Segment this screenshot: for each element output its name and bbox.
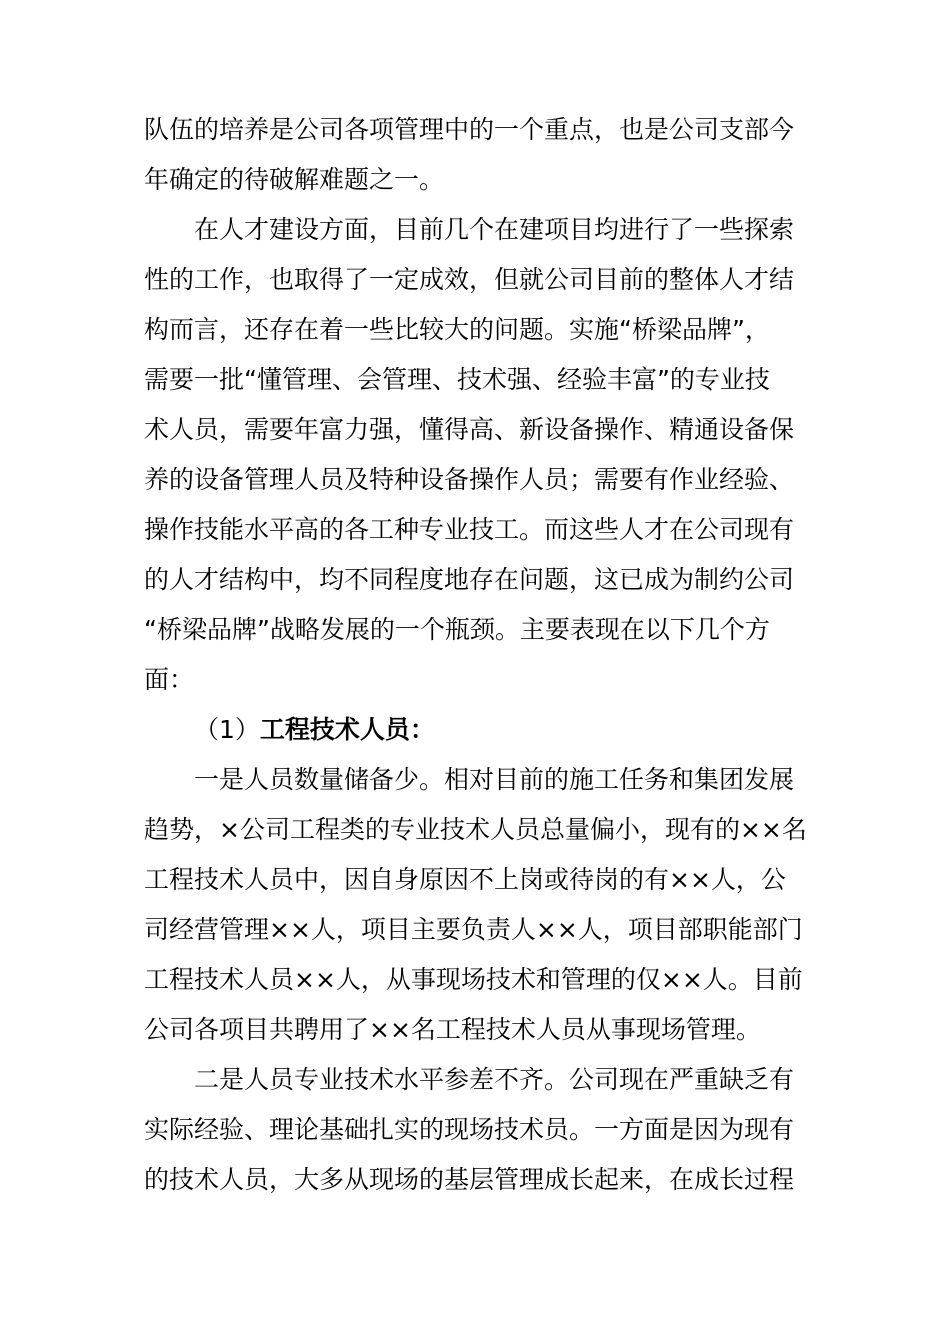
paragraph-line: 在人才建设方面，目前几个在建项目均进行了一些探索: [194, 215, 795, 244]
paragraph-line: 工程技术人员××人，从事现场技术和管理的仅××人。目前: [144, 965, 803, 994]
paragraph-line: 趋势，×公司工程类的专业技术人员总量偏小，现有的××名: [144, 815, 807, 844]
paragraph-line: 年确定的待破解难题之一。: [144, 165, 445, 194]
paragraph-line: 构而言，还存在着一些比较大的问题。实施“桥梁品牌”，: [144, 315, 770, 344]
paragraph-line: 工程技术人员中，因自身原因不上岗或待岗的有××人，公: [144, 865, 786, 894]
section-number: （1）: [194, 715, 260, 744]
paragraph-line: 性的工作，也取得了一定成效，但就公司目前的整体人才结: [144, 265, 795, 294]
paragraph-line: 二是人员专业技术水平参差不齐。公司现在严重缺乏有: [194, 1065, 795, 1094]
section-title: 工程技术人员：: [259, 715, 435, 744]
section-heading: [194, 712, 874, 748]
paragraph-line: 实际经验、理论基础扎实的现场技术员。一方面是因为现有: [144, 1115, 795, 1144]
paragraph-line: 面：: [144, 665, 195, 694]
paragraph-line: 司经营管理××人，项目主要负责人××人，项目部职能部门: [144, 915, 803, 944]
paragraph-line: 操作技能水平高的各工种专业技工。而这些人才在公司现有: [144, 515, 795, 544]
paragraph-line: 的技术人员，大多从现场的基层管理成长起来，在成长过程: [144, 1165, 795, 1194]
paragraph-line: 养的设备管理人员及特种设备操作人员；需要有作业经验、: [144, 465, 795, 494]
paragraph-line: “桥梁品牌”战略发展的一个瓶颈。主要表现在以下几个方: [144, 615, 770, 644]
paragraph-line: 的人才结构中，均不同程度地存在问题，这已成为制约公司: [144, 565, 795, 594]
paragraph-line: 需要一批“懂管理、会管理、技术强、经验丰富”的专业技: [144, 365, 770, 394]
paragraph-line: 公司各项目共聘用了××名工程技术人员从事现场管理。: [144, 1015, 761, 1044]
paragraph-line: 一是人员数量储备少。相对目前的施工任务和集团发展: [194, 765, 795, 794]
paragraph-line: 术人员，需要年富力强，懂得高、新设备操作、精通设备保: [144, 415, 795, 444]
paragraph-line: 队伍的培养是公司各项管理中的一个重点，也是公司支部今: [144, 115, 795, 144]
